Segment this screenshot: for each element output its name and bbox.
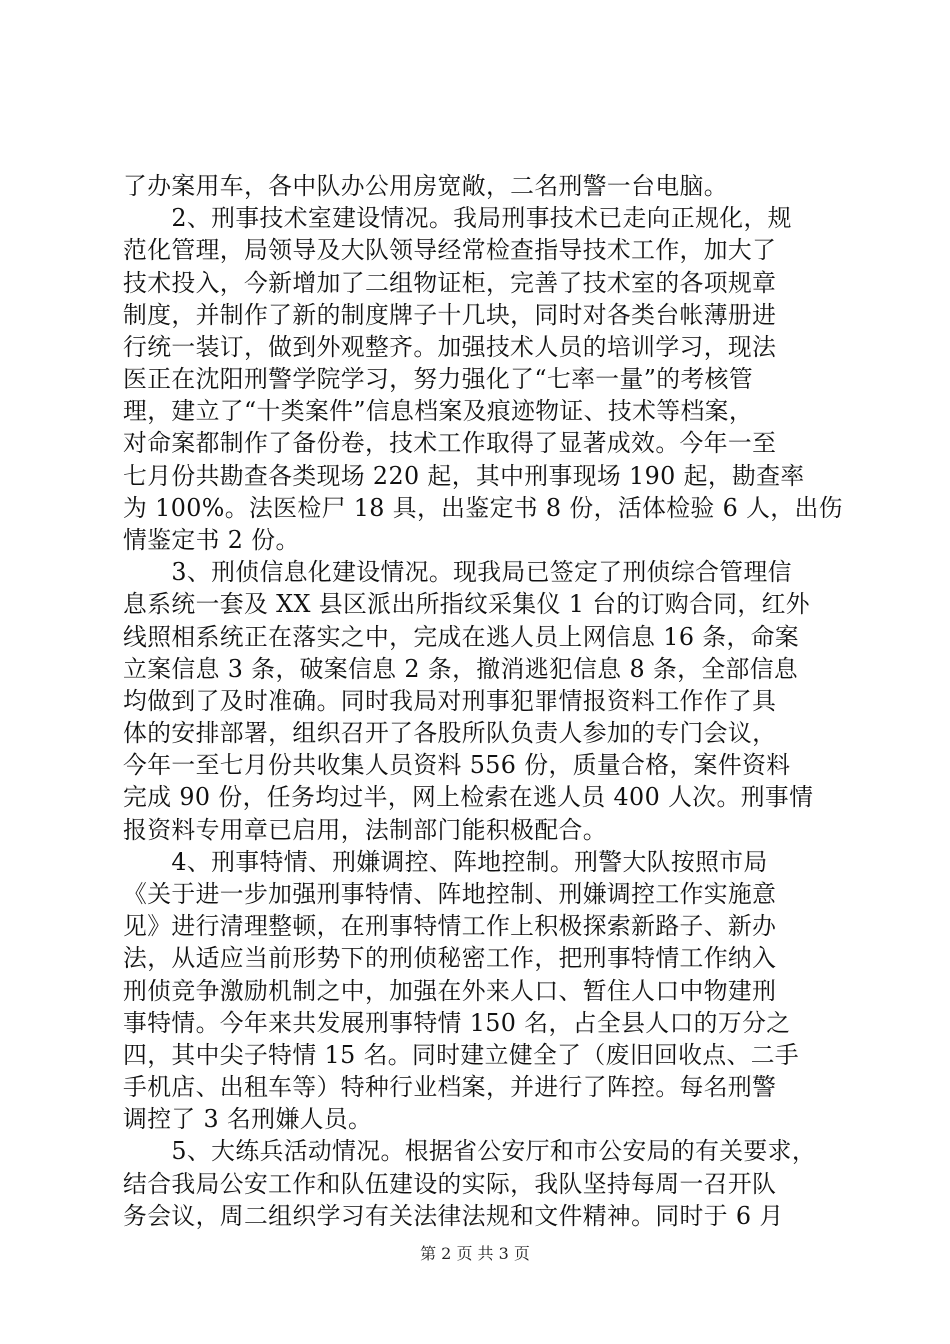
text-line: 制度，并制作了新的制度牌子十几块，同时对各类台帐薄册进 <box>123 300 777 329</box>
text-line: 5、大练兵活动情况。根据省公安厅和市公安局的有关要求， <box>123 1137 817 1166</box>
text-line: 法，从适应当前形势下的刑侦秘密工作，把刑事特情工作纳入 <box>123 944 777 973</box>
text-line: 4、刑事特情、刑嫌调控、阵地控制。刑警大队按照市局 <box>123 847 768 876</box>
text-line: 情鉴定书 2 份。 <box>123 526 300 554</box>
text-line: 事特情。今年来共发展刑事特情 150 名，占全县人口的万分之 <box>123 1008 791 1037</box>
text-line: 立案信息 3 条，破案信息 2 条，撤消逃犯信息 8 条，全部信息 <box>123 654 799 683</box>
text-line: 为 100%。法医检尸 18 具，出鉴定书 8 份，活体检验 6 人，出伤 <box>123 493 843 522</box>
text-line: 刑侦竞争激励机制之中，加强在外来人口、暂住人口中物建刑 <box>123 976 777 1005</box>
text-line: 报资料专用章已启用，法制部门能积极配合。 <box>123 815 607 844</box>
text-line: 息系统一套及 XX 县区派出所指纹采集仪 1 台的订购合同，红外 <box>123 590 811 619</box>
text-line: 对命案都制作了备份卷，技术工作取得了显著成效。今年一至 <box>123 429 777 458</box>
text-line: 手机店、出租车等）特种行业档案，并进行了阵控。每名刑警 <box>123 1073 777 1102</box>
text-line: 调控了 3 名刑嫌人员。 <box>123 1105 373 1134</box>
text-line: 行统一装订，做到外观整齐。加强技术人员的培训学习，现法 <box>123 332 777 361</box>
text-line: 四，其中尖子特情 15 名。同时建立健全了（废旧回收点、二手 <box>123 1040 800 1069</box>
text-line: 了办案用车，各中队办公用房宽敞，二名刑警一台电脑。 <box>123 172 728 200</box>
text-line: 技术投入，今新增加了二组物证柜，完善了技术室的各项规章 <box>123 268 777 297</box>
text-line: 结合我局公安工作和队伍建设的实际，我队坚持每周一召开队 <box>123 1169 777 1198</box>
text-line: 完成 90 份，任务均过半，网上检索在逃人员 400 人次。刑事情 <box>123 783 814 812</box>
text-line: 《关于进一步加强刑事特情、阵地控制、刑嫌调控工作实施意 <box>123 880 777 908</box>
text-line: 医正在沈阳刑警学院学习，努力强化了“七率一量”的考核管 <box>123 365 754 394</box>
text-line: 务会议，周二组织学习有关法律法规和文件精神。同时于 6 月 <box>123 1201 784 1230</box>
page-number: 第 2 页 共 3 页 <box>420 1244 530 1263</box>
text-line: 今年一至七月份共收集人员资料 556 份，质量合格，案件资料 <box>123 751 791 780</box>
text-line: 线照相系统正在落实之中，完成在逃人员上网信息 16 条，命案 <box>123 622 800 651</box>
text-line: 3、刑侦信息化建设情况。现我局已签定了刑侦综合管理信 <box>123 558 792 587</box>
text-line: 2、刑事技术室建设情况。我局刑事技术已走向正规化，规 <box>123 204 792 233</box>
text-line: 范化管理，局领导及大队领导经常检查指导技术工作，加大了 <box>123 236 777 265</box>
text-line: 见》进行清理整顿，在刑事特情工作上积极探索新路子、新办 <box>123 912 777 941</box>
text-line: 理，建立了“十类案件”信息档案及痕迹物证、技术等档案， <box>123 397 754 426</box>
text-line: 七月份共勘查各类现场 220 起，其中刑事现场 190 起，勘查率 <box>123 461 805 490</box>
text-line: 均做到了及时准确。同时我局对刑事犯罪情报资料工作作了具 <box>123 686 777 715</box>
text-line: 体的安排部署，组织召开了各股所队负责人参加的专门会议， <box>123 719 777 748</box>
